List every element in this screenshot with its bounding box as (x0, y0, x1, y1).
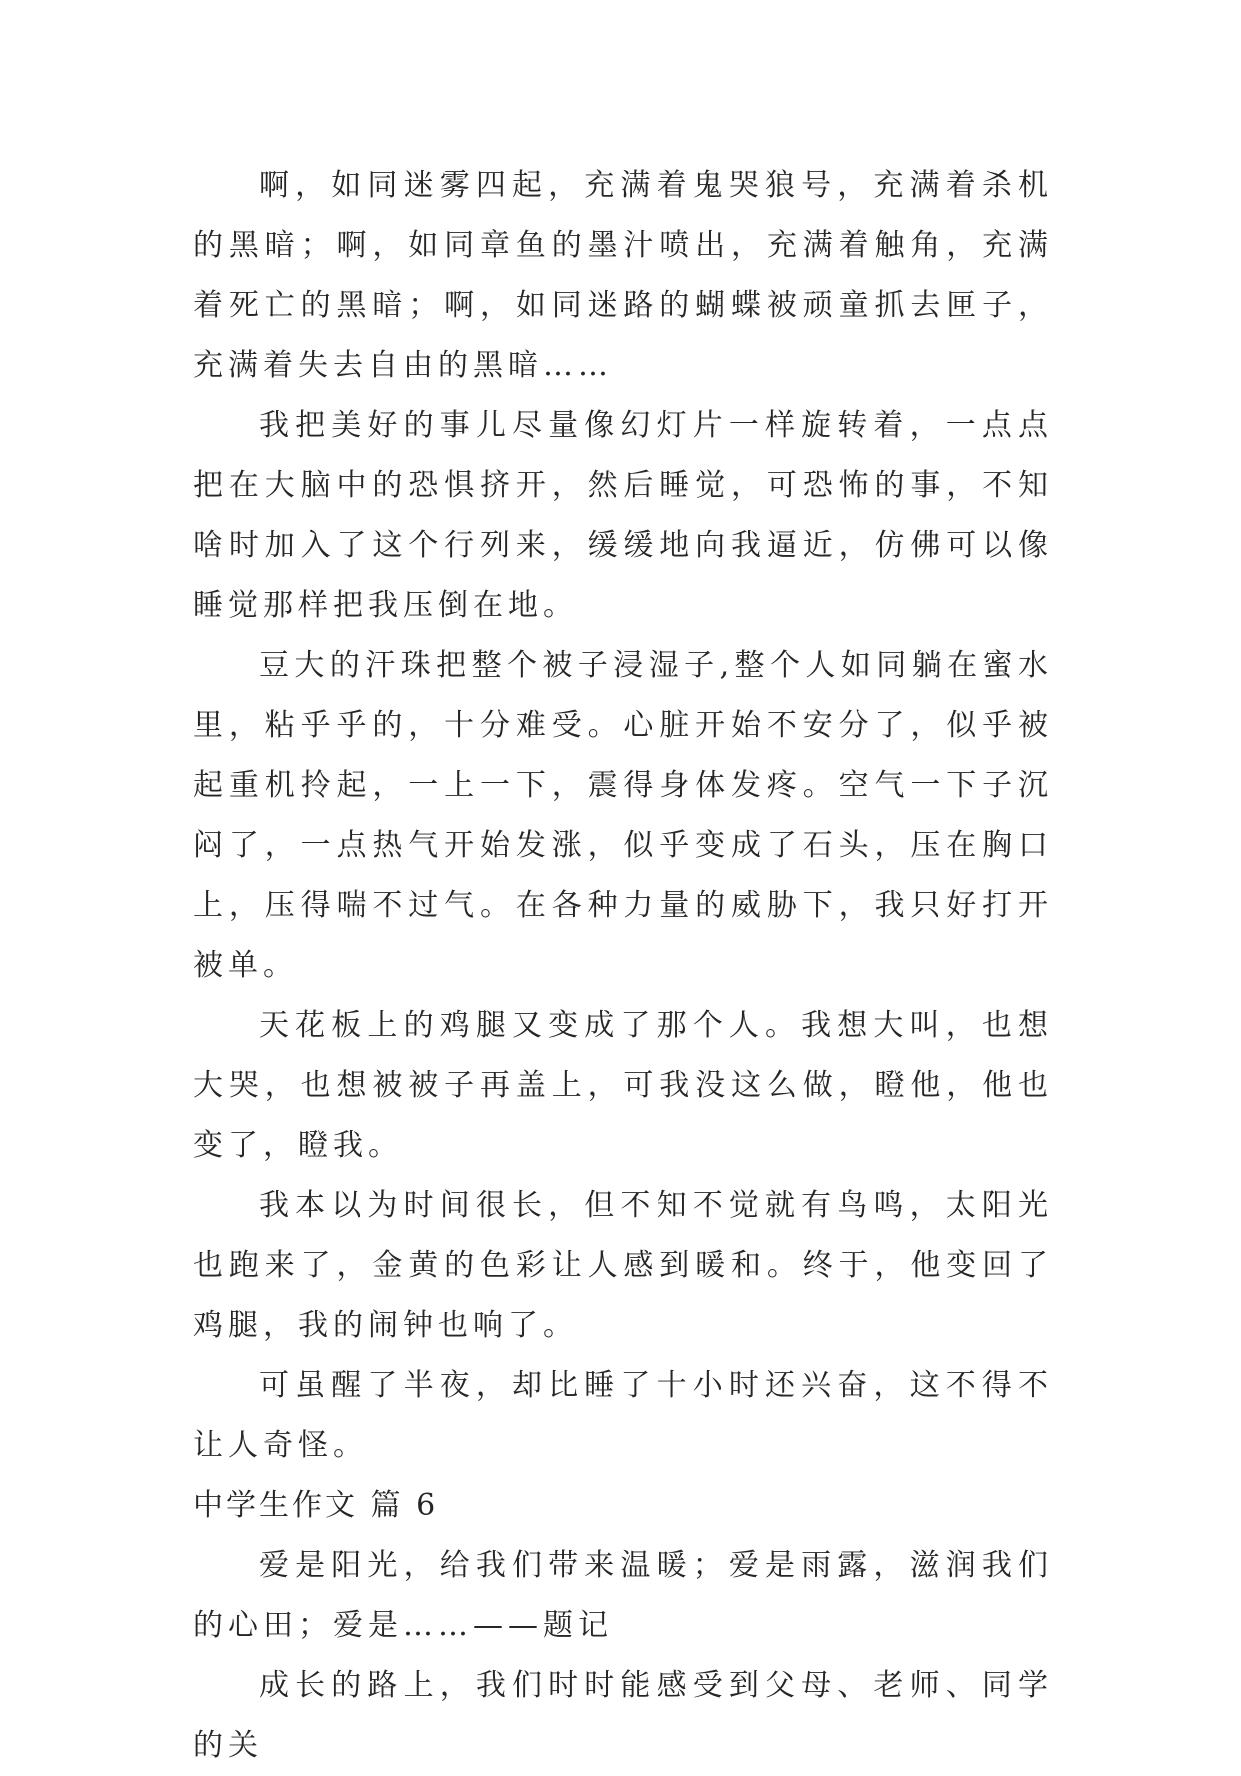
document-body (193, 156, 1053, 1776)
paragraph: 豆大的汗珠把整个被子浸湿子,整个人如同躺在蜜水里，粘乎乎的，十分难受。心脏开始不安分了，似乎被起重机拎起，一上一下，震得身体发疼。空气一下子沉闷了，一点热气开始发涨，似乎变成了石头，压在胸口上，压得喘不过气。在各种力量的威胁下，我只好打开被单。 (193, 648, 1053, 983)
paragraph: 爱是阳光，给我们带来温暖；爱是雨露，滋润我们的心田；爱是……——题记 (193, 1548, 1053, 1643)
paragraph: 我把美好的事儿尽量像幻灯片一样旋转着，一点点把在大脑中的恐惧挤开，然后睡觉，可恐怖的事，不知啥时加入了这个行列来，缓缓地向我逼近，仿佛可以像睡觉那样把我压倒在地。 (193, 408, 1053, 623)
section-heading: 中学生作文 篇 6 (193, 1488, 439, 1523)
paragraph: 成长的路上，我们时时能感受到父母、老师、同学的关 (193, 1668, 1053, 1763)
paragraph: 我本以为时间很长，但不知不觉就有鸟鸣，太阳光也跑来了，金黄的色彩让人感到暖和。终于，他变回了鸡腿，我的闹钟也响了。 (193, 1188, 1053, 1343)
paragraph: 天花板上的鸡腿又变成了那个人。我想大叫，也想大哭，也想被被子再盖上，可我没这么做，瞪他，他也变了，瞪我。 (193, 1008, 1053, 1163)
paragraph: 可虽醒了半夜，却比睡了十小时还兴奋，这不得不让人奇怪。 (193, 1368, 1053, 1463)
paragraph: 啊，如同迷雾四起，充满着鬼哭狼号，充满着杀机的黑暗；啊，如同章鱼的墨汁喷出，充满着触角，充满着死亡的黑暗；啊，如同迷路的蝴蝶被顽童抓去匣子，充满着失去自由的黑暗…… (193, 168, 1053, 383)
